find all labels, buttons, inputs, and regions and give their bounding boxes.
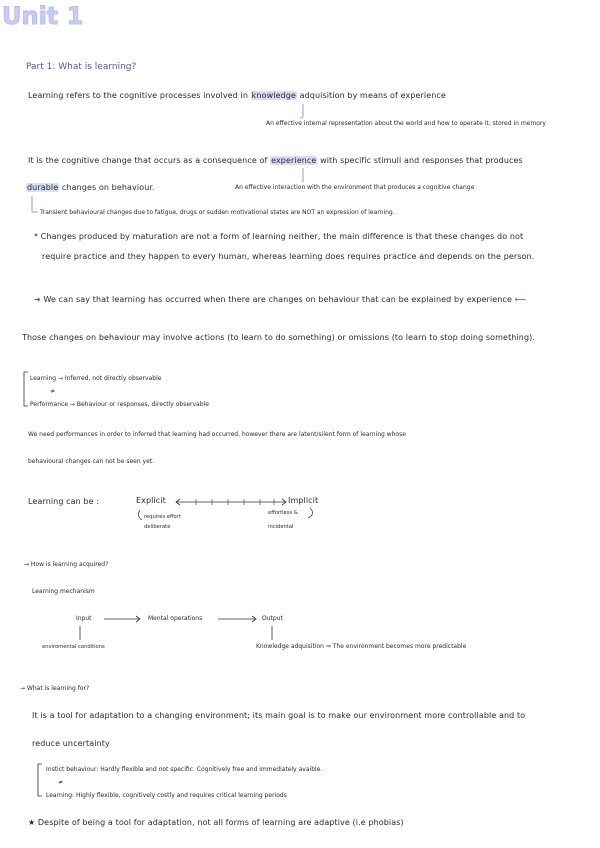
mechanism-mental: Mental operations [148, 615, 203, 622]
maturation-line1: * Changes produced by maturation are not a form of learning neither, the main difference is that these changes do not [34, 232, 524, 241]
comparison-neq: ≠ [50, 388, 56, 395]
implicit-note1: effortless & [268, 510, 298, 516]
implicit-note2: incidental [268, 524, 294, 530]
mechanism-knowledge: Knowledge adquisition ⇒ The environment becomes more predictable [256, 643, 467, 650]
explicit-label: Explicit [136, 496, 166, 505]
implicit-label: Implicit [288, 496, 319, 505]
arrow-right-icon: ➜ [34, 295, 41, 304]
comparison-performance: Performance → Behaviour or responses, directly observable [30, 401, 209, 408]
purpose-line1: It is a tool for adaptation to a changing environment; its main goal is to make our environment more controllable and to [32, 711, 526, 720]
mechanism-env: enviromental conditions [42, 644, 105, 650]
maturation-line2: require practice and they happen to every human, whereas learning does requires practice and depends on the person. [42, 252, 535, 261]
comparison-learning: Learning → Inferred, not directly observable [30, 375, 162, 382]
definition-note: An effective internal representation about the world and how to operate it, stored in memory [266, 120, 546, 127]
change-line [28, 156, 523, 165]
learning-can-be-label: Learning can be : [28, 497, 100, 506]
durable-highlight: durable [27, 183, 59, 192]
change-before: It is the cognitive change that occurs as a consequence of [28, 156, 268, 165]
change-highlight: experience [271, 156, 317, 165]
change-line2 [26, 183, 155, 192]
purpose-line2: reduce uncertainty [32, 739, 110, 748]
part-heading: Part 1: What is learning? [26, 62, 137, 72]
definition-highlight: knowledge [251, 91, 296, 100]
definition-after: adquisition by means of experience [299, 91, 446, 100]
purpose-learning: Learning: Highly flexible, cognitively costly and requires critical learning periods [46, 792, 287, 799]
purpose-instinct: Instict behaviour: Hardly flexible and not specific. Cognitively free and immediately avaible. [46, 766, 323, 773]
change-line2-text: changes on behaviour. [61, 183, 155, 192]
definition-before: Learning refers to the cognitive processes involved in [28, 91, 249, 100]
mechanism-input: Input [76, 615, 92, 622]
arrow-left-icon: ⟵ [514, 295, 527, 304]
mechanism-output: Output [262, 615, 283, 622]
performance-note-line1: We need performances in order to inferred that learning had occurred, however there are latent/silent form of learning whose [28, 431, 406, 438]
transient-note: Transient behavioural changes due to fatigue, drugs or sudden motivational states are NOT an expression of learning. [40, 209, 395, 216]
actions-line: Those changes on behaviour may involve actions (to learn to do something) or omissions (to learn to stop doing something). [22, 333, 536, 342]
unit-title: Unit 1 [2, 2, 84, 30]
experience-note: An effective interaction with the environment that produces a cognitive change [235, 184, 475, 191]
mechanism-label: Learning mechanism [32, 588, 95, 595]
purpose-question: → What is learning for? [20, 685, 90, 692]
purpose-adaptive: ★ Despite of being a tool for adaptation, not all forms of learning are adaptive (i.e phobias) [28, 818, 404, 827]
conclusion-text: We can say that learning has occurred when there are changes on behaviour that can be explained by experience [43, 295, 512, 304]
explicit-note2: deliberate [144, 524, 171, 530]
performance-note-line2: behavioural changes can not be seen yet. [28, 458, 155, 465]
explicit-note1: requires effort [144, 514, 181, 520]
conclusion-line [34, 295, 526, 304]
definition-line [28, 91, 446, 100]
acquired-question: → How is learning acquired? [24, 561, 109, 568]
purpose-neq: ≠ [58, 779, 64, 786]
change-after: with specific stimuli and responses that produces [320, 156, 523, 165]
